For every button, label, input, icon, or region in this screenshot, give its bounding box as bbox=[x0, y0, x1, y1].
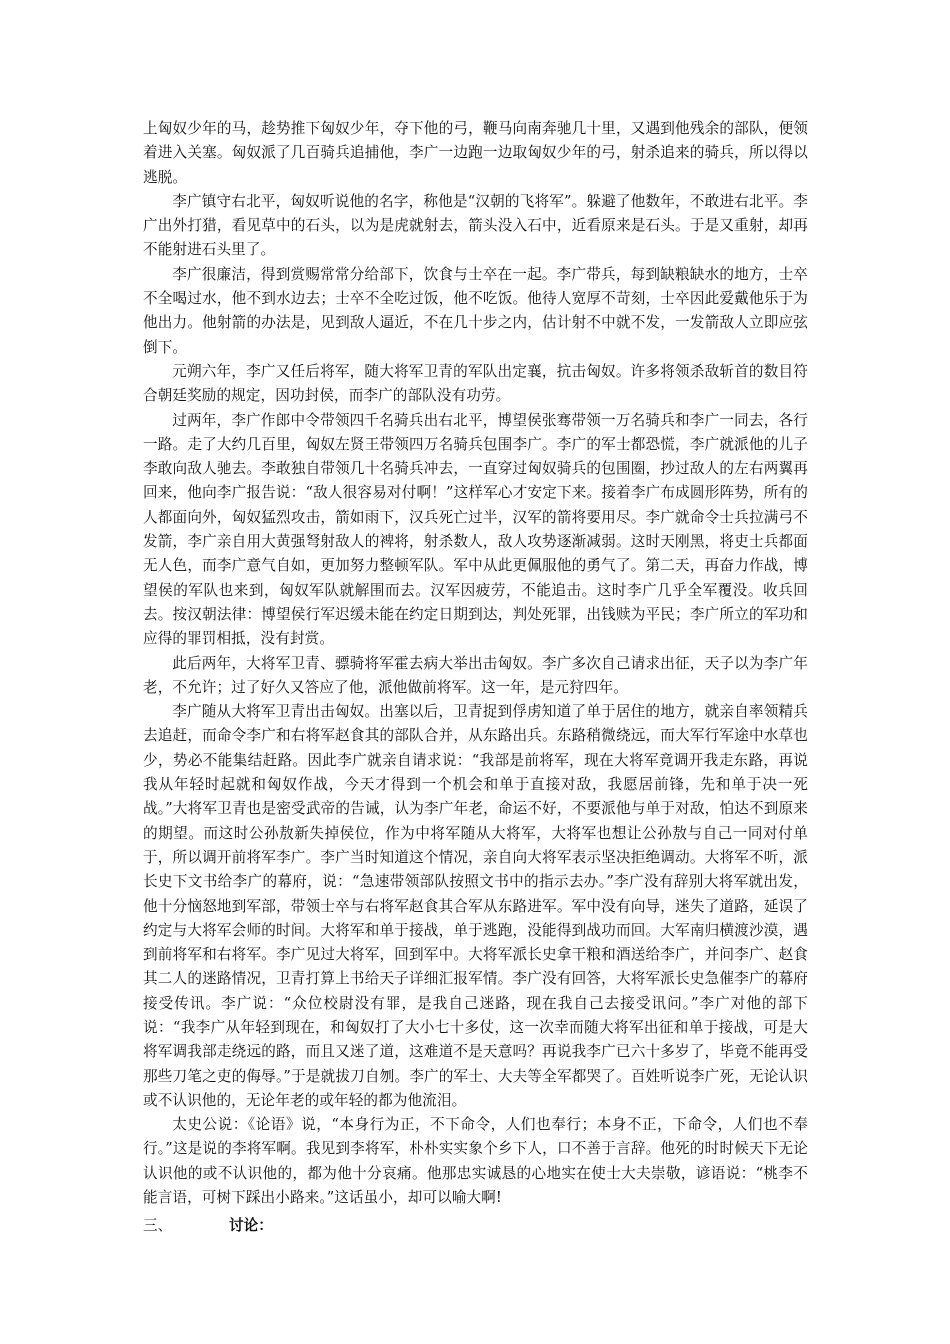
article-body bbox=[143, 117, 808, 1238]
paragraph-2: 李广镇守右北平，匈奴听说他的名字，称他是“汉朝的飞将军”。躲避了他数年，不敢进右北平。李广出外打猎，看见草中的石头，以为是虎就射去，箭头没入石中，近看原来是石头。于是又重射，却再不能射进石头里了。 bbox=[143, 192, 808, 259]
paragraph-5: 过两年，李广作郎中令带领四千名骑兵出右北平，博望侯张骞带领一万名骑兵和李广一同去，各行一路。走了大约几百里，匈奴左贤王带领四万名骑兵包围李广。李广的军士都恐慌，李广就派他的儿子李敢向敌人驰去。李敢独自带领几十名骑兵冲去，一直穿过匈奴骑兵的包围圈，抄过敌人的左右两翼再回来，他向李广报告说：“敌人很容易对付啊！”这样军心才安定下来。接着李广布成圆形阵势，所有的人都面向外，匈奴猛烈攻击，箭如雨下，汉兵死亡过半，汉军的箭将要用尽。李广就命令士兵拉满弓不发箭，李广亲自用大黄强弩射敌人的裨将，射杀数人，敌人攻势逐渐减弱。这时天刚黑，将吏士兵都面无人色，而李广意气自如，更加努力整顿军队。军中从此更佩服他的勇气了。第二天，再奋力作战，博望侯的军队也来到，匈奴军队就解围而去。汉军因疲劳，不能追击。这时李广几乎全军覆没。收兵回去。按汉朝法律：博望侯行军迟缓未能在约定日期到达，判处死罪，出钱赎为平民；李广所立的军功和应得的罪罚相抵，没有封赏。 bbox=[143, 411, 808, 648]
paragraph-1: 上匈奴少年的马，趁势推下匈奴少年，夺下他的弓，鞭马向南奔驰几十里，又遇到他残余的部队，便领着进入关塞。匈奴派了几百骑兵追捕他，李广一边跑一边取匈奴少年的弓，射杀追来的骑兵，所以得以逃脱。 bbox=[143, 120, 808, 186]
section-title: 讨论： bbox=[229, 1217, 273, 1235]
paragraph-6: 此后两年，大将军卫青、骠骑将军霍去病大举出击匈奴。李广多次自己请求出征，天子以为李广年老，不允许；过了好久又答应了他，派他做前将军。这一年，是元狩四年。 bbox=[143, 654, 808, 696]
section-number: 三、 bbox=[143, 1217, 173, 1235]
paragraph-3: 李广很廉洁，得到赏赐常常分给部下，饮食与士卒在一起。李广带兵，每到缺粮缺水的地方，士卒不全喝过水，他不到水边去；士卒不全吃过饭，他不吃饭。他待人宽厚不苛刻，士卒因此爱戴他乐于为他出力。他射箭的办法是，见到敌人逼近，不在几十步之内，估计射不中就不发，一发箭敌人立即应弦倒下。 bbox=[143, 265, 808, 356]
section-heading bbox=[143, 1214, 808, 1238]
paragraph-4: 元朔六年，李广又任后将军，随大将军卫青的军队出定襄，抗击匈奴。许多将领杀敌斩首的数目符合朝廷奖励的规定，因功封侯，而李广的部队没有功劳。 bbox=[143, 362, 808, 405]
paragraph-7: 李广随从大将军卫青出击匈奴。出塞以后，卫青捉到俘虏知道了单于居住的地方，就亲自率领精兵去追赶，而命令李广和右将军赵食其的部队合并，从东路出兵。东路稍微绕远，而大军行军途中水草也少，势必不能集结赶路。因此李广就亲自请求说：“我部是前将军，现在大将军竟调开我走东路，再说我从年轻时起就和匈奴作战，今天才得到一个机会和单于直接对敌，我愿居前锋，先和单于决一死战。”大将军卫青也是密受武帝的告诫，认为李广年老，命运不好，不要派他与单于对敌，怕达不到原来的期望。而这时公孙敖新失掉侯位，作为中将军随从大将军，大将军也想让公孙敖与自己一同对付单于，所以调开前将军李广。李广当时知道这个情况，亲自向大将军表示坚决拒绝调动。大将军不听，派长史下文书给李广的幕府，说：“急速带领部队按照文书中的指示去办。”李广没有辞别大将军就出发，他十分恼怒地到军部，带领士卒与右将军赵食其合军从东路进军。军中没有向导，迷失了道路，延误了约定与大将军会师的时间。大将军和单于接战，单于逃跑，没能得到战功而回。大军南归横渡沙漠，遇到前将军和右将军。李广见过大将军，回到军中。大将军派长史拿干粮和酒送给李广，并问李广、赵食其二人的迷路情况，卫青打算上书给天子详细汇报军情。李广没有回答，大将军派长史急催李广的幕府接受传讯。李广说：“众位校尉没有罪，是我自己迷路，现在我自己去接受讯问。”李广对他的部下说：“我李广从年轻到现在，和匈奴打了大小七十多仗，这一次幸而随大将军出征和单于接战，可是大将军调我部走绕远的路，而且又迷了道，这难道不是天意吗？再说我李广已六十多岁了，毕竟不能再受那些刀笔之吏的侮辱。”于是就拔刀自刎。李广的军士、大夫等全军都哭了。百姓听说李广死，无论认识或不认识他的，无论年老的或年轻的都为他流泪。 bbox=[143, 703, 808, 1109]
paragraph-8: 太史公说：《论语》说，“本身行为正，不下命令，人们也奉行；本身不正，下命令，人们也不奉行。”这是说的李将军啊。我见到李将军，朴朴实实象个乡下人，口不善于言辞。他死的时时候天下无论认识他的或不认识他的，都为他十分哀痛。他那忠实诚恳的心地实在使士大夫崇敬，谚语说：“桃李不能言语，可树下踩出小路来。”这话虽小，却可以喻大啊! bbox=[143, 1116, 808, 1207]
